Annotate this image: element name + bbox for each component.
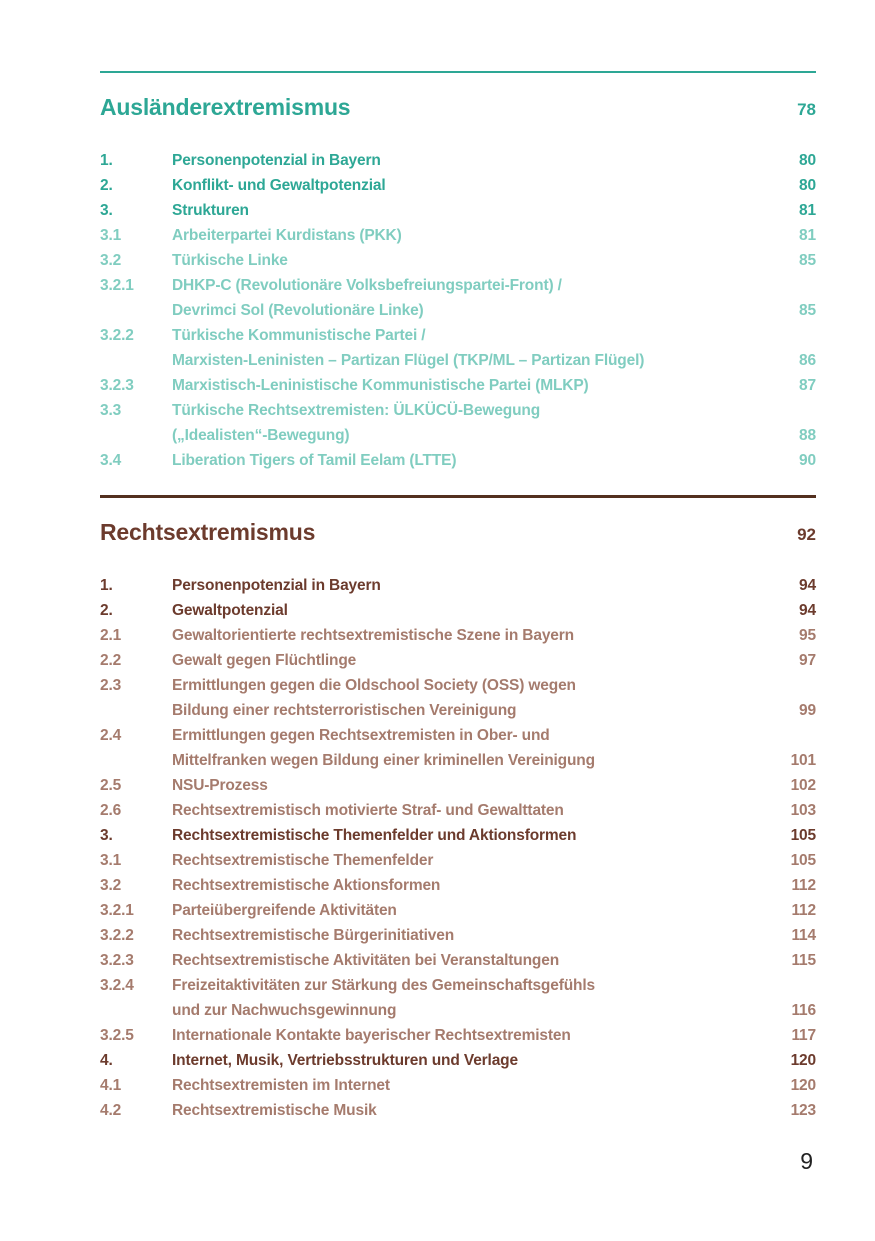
entry-title-line: Türkische Kommunistische Partei / (172, 327, 426, 344)
toc-section-rechtsextremismus (100, 495, 816, 1123)
section-title: Rechtsextremismus (100, 519, 316, 545)
entry-number: 3.2.1 (100, 277, 134, 294)
toc-entry (100, 273, 816, 323)
entry-page-number: 99 (799, 702, 816, 719)
entry-number: 1. (100, 152, 113, 169)
entry-page-number: 95 (799, 627, 816, 644)
toc-entry (100, 723, 816, 773)
toc-entry (100, 873, 816, 898)
toc-entry (100, 1023, 816, 1048)
entry-title-line: Internationale Kontakte bayerischer Rechtsextremisten (172, 1027, 571, 1044)
entry-title-line: Strukturen (172, 202, 249, 219)
entry-title-line: Konflikt- und Gewaltpotenzial (172, 177, 386, 194)
toc-entry (100, 573, 816, 598)
entry-title (172, 873, 780, 898)
entry-page-number: 80 (799, 177, 816, 194)
toc-entries (100, 148, 816, 473)
entry-page-number: 120 (790, 1052, 816, 1069)
entry-page-number: 114 (791, 927, 816, 944)
entry-number: 3. (100, 827, 113, 844)
entry-title-line: Ermittlungen gegen Rechtsextremisten in Ober- und (172, 727, 550, 744)
toc-entry (100, 598, 816, 623)
entry-title (172, 148, 780, 173)
entry-number: 3.2.3 (100, 952, 134, 969)
entry-title (172, 773, 780, 798)
toc-entry (100, 148, 816, 173)
entry-title-line: Rechtsextremistische Aktivitäten bei Veranstaltungen (172, 952, 560, 969)
entry-title (172, 923, 780, 948)
toc-entry (100, 323, 816, 373)
entry-title (172, 198, 780, 223)
entry-title (172, 323, 780, 373)
entry-number: 1. (100, 577, 113, 594)
entry-title-line: Rechtsextremistische Aktionsformen (172, 877, 441, 894)
entry-title (172, 1023, 780, 1048)
entry-page-number: 115 (791, 952, 816, 969)
entry-page-number: 88 (799, 427, 816, 444)
entry-number: 4.1 (100, 1077, 122, 1094)
entry-number: 3.2 (100, 877, 122, 894)
entry-page-number: 117 (791, 1027, 816, 1044)
entry-number: 2.4 (100, 727, 122, 744)
entry-page-number: 87 (799, 377, 816, 394)
entry-title (172, 248, 780, 273)
entry-title-line: Türkische Linke (172, 252, 288, 269)
toc-entry (100, 623, 816, 648)
entry-number: 2.5 (100, 777, 122, 794)
toc-entry (100, 373, 816, 398)
toc-entries (100, 573, 816, 1123)
toc-entry (100, 823, 816, 848)
entry-number: 3.4 (100, 452, 122, 469)
section-heading-row (100, 93, 816, 121)
entry-page-number: 81 (799, 227, 816, 244)
entry-title-line: DHKP-C (Revolutionäre Volksbefreiungspartei-Front) / (172, 277, 562, 294)
toc-entry (100, 248, 816, 273)
entry-page-number: 90 (799, 452, 816, 469)
entry-number: 3. (100, 202, 113, 219)
entry-number: 3.3 (100, 402, 122, 419)
toc-entry (100, 448, 816, 473)
entry-number: 3.2.3 (100, 377, 134, 394)
entry-page-number: 86 (799, 352, 816, 369)
toc-entry (100, 173, 816, 198)
page-number: 9 (800, 1148, 813, 1174)
entry-title-line: Parteiübergreifende Aktivitäten (172, 902, 397, 919)
entry-title (172, 1048, 780, 1073)
entry-number: 3.2.2 (100, 327, 134, 344)
toc-entry (100, 1098, 816, 1123)
entry-title-line: Mittelfranken wegen Bildung einer kriminellen Vereinigung (172, 752, 595, 769)
entry-title-line: Marxisten-Leninisten – Partizan Flügel (TKP/ML – Partizan Flügel) (172, 352, 645, 369)
entry-title (172, 948, 780, 973)
entry-title-line: Rechtsextremistische Themenfelder und Aktionsformen (172, 827, 577, 844)
entry-page-number: 85 (799, 252, 816, 269)
entry-title (172, 798, 780, 823)
entry-page-number: 94 (799, 602, 816, 619)
entry-title-line: Marxistisch-Leninistische Kommunistische Partei (MLKP) (172, 377, 589, 394)
entry-title (172, 573, 780, 598)
entry-title (172, 848, 780, 873)
toc-entry (100, 848, 816, 873)
entry-number: 3.2.1 (100, 902, 134, 919)
section-title: Ausländerextremismus (100, 94, 351, 120)
entry-page-number: 81 (799, 202, 816, 219)
entry-title (172, 648, 780, 673)
toc-entry (100, 223, 816, 248)
entry-title-line: NSU-Prozess (172, 777, 268, 794)
entry-number: 4.2 (100, 1102, 122, 1119)
entry-page-number: 85 (799, 302, 816, 319)
entry-page-number: 120 (790, 1077, 816, 1094)
entry-title-line: Rechtsextremistische Bürgerinitiativen (172, 927, 455, 944)
entry-number: 3.2.5 (100, 1027, 134, 1044)
toc-entry (100, 923, 816, 948)
entry-title (172, 1073, 780, 1098)
section-divider (100, 495, 816, 498)
entry-title-line: Türkische Rechtsextremisten: ÜLKÜCÜ-Bewegung (172, 402, 541, 419)
entry-title-line: Bildung einer rechtsterroristischen Vereinigung (172, 702, 517, 719)
toc-entry (100, 398, 816, 448)
entry-title-line: Liberation Tigers of Tamil Eelam (LTTE) (172, 452, 457, 469)
toc-entry (100, 673, 816, 723)
entry-number: 2.2 (100, 652, 122, 669)
section-heading-row (100, 518, 816, 546)
entry-title-line: Arbeiterpartei Kurdistans (PKK) (172, 227, 402, 244)
entry-number: 4. (100, 1052, 113, 1069)
entry-title-line: Personenpotenzial in Bayern (172, 577, 381, 594)
entry-page-number: 112 (791, 902, 816, 919)
toc-entry (100, 1073, 816, 1098)
entry-title-line: Gewaltpotenzial (172, 602, 288, 619)
entry-title (172, 673, 780, 723)
entry-title (172, 173, 780, 198)
entry-title (172, 448, 780, 473)
toc-section-auslaenderextremismus (100, 71, 816, 473)
entry-title-line: Gewalt gegen Flüchtlinge (172, 652, 357, 669)
entry-number: 2.6 (100, 802, 122, 819)
entry-title (172, 723, 780, 773)
entry-title (172, 823, 780, 848)
entry-title-line: Rechtsextremistische Themenfelder (172, 852, 434, 869)
toc-entry (100, 648, 816, 673)
entry-page-number: 94 (799, 577, 816, 594)
entry-page-number: 116 (791, 1002, 816, 1019)
entry-page-number: 102 (790, 777, 816, 794)
entry-number: 3.2.2 (100, 927, 134, 944)
entry-number: 2. (100, 602, 113, 619)
entry-title (172, 898, 780, 923)
entry-page-number: 123 (790, 1102, 816, 1119)
entry-title-line: („Idealisten“-Bewegung) (172, 427, 350, 444)
entry-title-line: Rechtsextremistisch motivierte Straf- und Gewalttaten (172, 802, 564, 819)
entry-title (172, 223, 780, 248)
entry-title (172, 273, 780, 323)
entry-title (172, 973, 780, 1023)
toc (100, 71, 816, 1123)
entry-title-line: Internet, Musik, Vertriebsstrukturen und Verlage (172, 1052, 518, 1069)
toc-entry (100, 198, 816, 223)
entry-number: 2.3 (100, 677, 122, 694)
entry-number: 3.2.4 (100, 977, 134, 994)
entry-page-number: 105 (790, 827, 816, 844)
entry-title-line: und zur Nachwuchsgewinnung (172, 1002, 397, 1019)
entry-number: 3.1 (100, 852, 122, 869)
entry-page-number: 105 (790, 852, 816, 869)
entry-title (172, 598, 780, 623)
entry-page-number: 97 (799, 652, 816, 669)
entry-page-number: 101 (790, 752, 816, 769)
toc-entry (100, 898, 816, 923)
toc-entry (100, 773, 816, 798)
toc-entry (100, 798, 816, 823)
entry-title-line: Gewaltorientierte rechtsextremistische Szene in Bayern (172, 627, 574, 644)
entry-title (172, 1098, 780, 1123)
section-page-number: 78 (797, 100, 816, 119)
entry-title-line: Personenpotenzial in Bayern (172, 152, 381, 169)
entry-number: 3.2 (100, 252, 122, 269)
entry-title (172, 623, 780, 648)
entry-title (172, 373, 780, 398)
toc-entry (100, 948, 816, 973)
entry-title-line: Rechtsextremistische Musik (172, 1102, 377, 1119)
section-page-number: 92 (797, 525, 816, 544)
entry-number: 2.1 (100, 627, 122, 644)
entry-title (172, 398, 780, 448)
entry-page-number: 112 (791, 877, 816, 894)
entry-title-line: Rechtsextremisten im Internet (172, 1077, 390, 1094)
entry-number: 3.1 (100, 227, 122, 244)
entry-page-number: 80 (799, 152, 816, 169)
toc-entry (100, 973, 816, 1023)
section-divider (100, 71, 816, 73)
toc-entry (100, 1048, 816, 1073)
entry-title-line: Freizeitaktivitäten zur Stärkung des Gemeinschaftsgefühls (172, 977, 595, 994)
entry-page-number: 103 (790, 802, 816, 819)
entry-number: 2. (100, 177, 113, 194)
entry-title-line: Devrimci Sol (Revolutionäre Linke) (172, 302, 424, 319)
entry-title-line: Ermittlungen gegen die Oldschool Society (OSS) wegen (172, 677, 576, 694)
